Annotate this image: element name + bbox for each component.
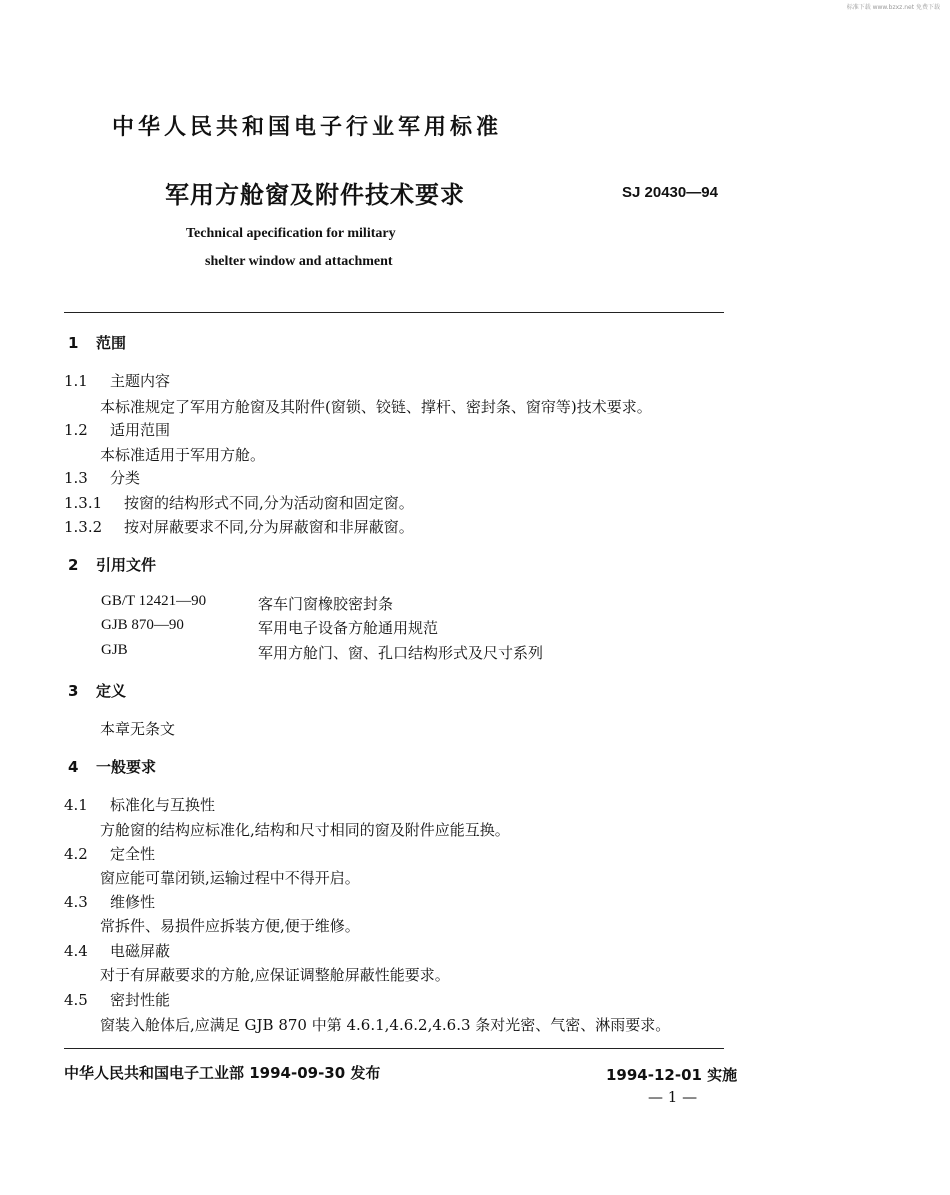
section-4-heading xyxy=(68,756,156,777)
clause-1-2-heading xyxy=(64,419,170,440)
clause-title: 电磁屏蔽 xyxy=(110,942,171,960)
clause-4-4-text: 对于有屏蔽要求的方舱,应保证调整舱屏蔽性能要求。 xyxy=(100,966,450,984)
section-number: 4 xyxy=(68,758,79,776)
clause-text: 按窗的结构形式不同,分为活动窗和固定窗。 xyxy=(124,494,414,512)
reference-code: GJB 870—90 xyxy=(101,617,184,633)
reference-title: 军用电子设备方舱通用规范 xyxy=(258,619,439,637)
footer-rule xyxy=(64,1048,724,1049)
page-number: — 1 — xyxy=(648,1088,698,1106)
clause-number: 4.3 xyxy=(64,893,88,911)
section-1-heading xyxy=(68,332,126,353)
reference-title: 军用方舱门、窗、孔口结构形式及尺寸系列 xyxy=(258,644,544,662)
clause-4-2-heading xyxy=(64,843,155,864)
section-3-text: 本章无条文 xyxy=(100,720,176,738)
clause-title: 标准化与互换性 xyxy=(110,796,216,814)
clause-title: 维修性 xyxy=(110,893,156,911)
document-title: 军用方舱窗及附件技术要求 xyxy=(165,181,465,209)
section-number: 3 xyxy=(68,682,79,700)
clause-title: 定全性 xyxy=(110,845,156,863)
clause-number: 4.5 xyxy=(64,991,88,1009)
clause-number: 1.3.2 xyxy=(64,518,103,536)
section-title: 一般要求 xyxy=(96,758,157,776)
section-3-heading xyxy=(68,680,126,701)
clause-4-5-heading xyxy=(64,989,170,1010)
header-rule xyxy=(64,312,724,313)
clause-4-1-text: 方舱窗的结构应标准化,结构和尺寸相同的窗及附件应能互换。 xyxy=(100,821,510,839)
clause-1-3-2 xyxy=(64,516,414,537)
corner-watermark: 标准下载 www.bzxz.net 免费下载 xyxy=(846,4,940,11)
clause-number: 1.3.1 xyxy=(64,494,103,512)
clause-1-1-text: 本标准规定了军用方舱窗及其附件(窗锁、铰链、撑杆、密封条、窗帘等)技术要求。 xyxy=(100,398,652,416)
reference-title: 客车门窗橡胶密封条 xyxy=(258,595,394,613)
clause-number: 1.2 xyxy=(64,421,88,439)
section-title: 范围 xyxy=(96,334,127,352)
clause-1-2-text: 本标准适用于军用方舱。 xyxy=(100,446,266,464)
clause-number: 4.1 xyxy=(64,796,88,814)
clause-title: 密封性能 xyxy=(110,991,171,1009)
standard-type-heading: 中华人民共和国电子行业军用标准 xyxy=(112,115,503,140)
clause-title: 适用范围 xyxy=(110,421,171,439)
reference-code: GJB xyxy=(101,642,128,658)
clause-1-3-1 xyxy=(64,492,414,513)
clause-number: 4.4 xyxy=(64,942,88,960)
clause-4-5-text: 窗装入舱体后,应满足 GJB 870 中第 4.6.1,4.6.2,4.6.3 条对光密、气密、淋雨要求。 xyxy=(100,1016,671,1034)
clause-4-3-heading xyxy=(64,891,155,912)
clause-number: 1.3 xyxy=(64,469,88,487)
issuer-line: 中华人民共和国电子工业部 1994-09-30 发布 xyxy=(64,1064,381,1082)
section-number: 2 xyxy=(68,556,79,574)
section-number: 1 xyxy=(68,334,79,352)
english-title-line2: shelter window and attachment xyxy=(205,254,393,269)
clause-4-3-text: 常拆件、易损件应拆装方便,便于维修。 xyxy=(100,917,360,935)
clause-4-1-heading xyxy=(64,794,215,815)
english-title-line1: Technical apecification for military xyxy=(186,226,396,241)
section-title: 引用文件 xyxy=(96,556,157,574)
clause-4-4-heading xyxy=(64,940,170,961)
clause-title: 主题内容 xyxy=(110,372,171,390)
effective-date: 1994-12-01 实施 xyxy=(606,1066,738,1084)
clause-number: 1.1 xyxy=(64,372,88,390)
clause-1-1-heading xyxy=(64,370,170,391)
section-title: 定义 xyxy=(96,682,127,700)
document-number: SJ 20430—94 xyxy=(622,184,718,201)
reference-code: GB/T 12421—90 xyxy=(101,593,207,609)
section-2-heading xyxy=(68,554,156,575)
clause-4-2-text: 窗应能可靠闭锁,运输过程中不得开启。 xyxy=(100,869,360,887)
clause-1-3-heading xyxy=(64,467,140,488)
clause-number: 4.2 xyxy=(64,845,88,863)
clause-text: 按对屏蔽要求不同,分为屏蔽窗和非屏蔽窗。 xyxy=(124,518,414,536)
clause-title: 分类 xyxy=(110,469,141,487)
